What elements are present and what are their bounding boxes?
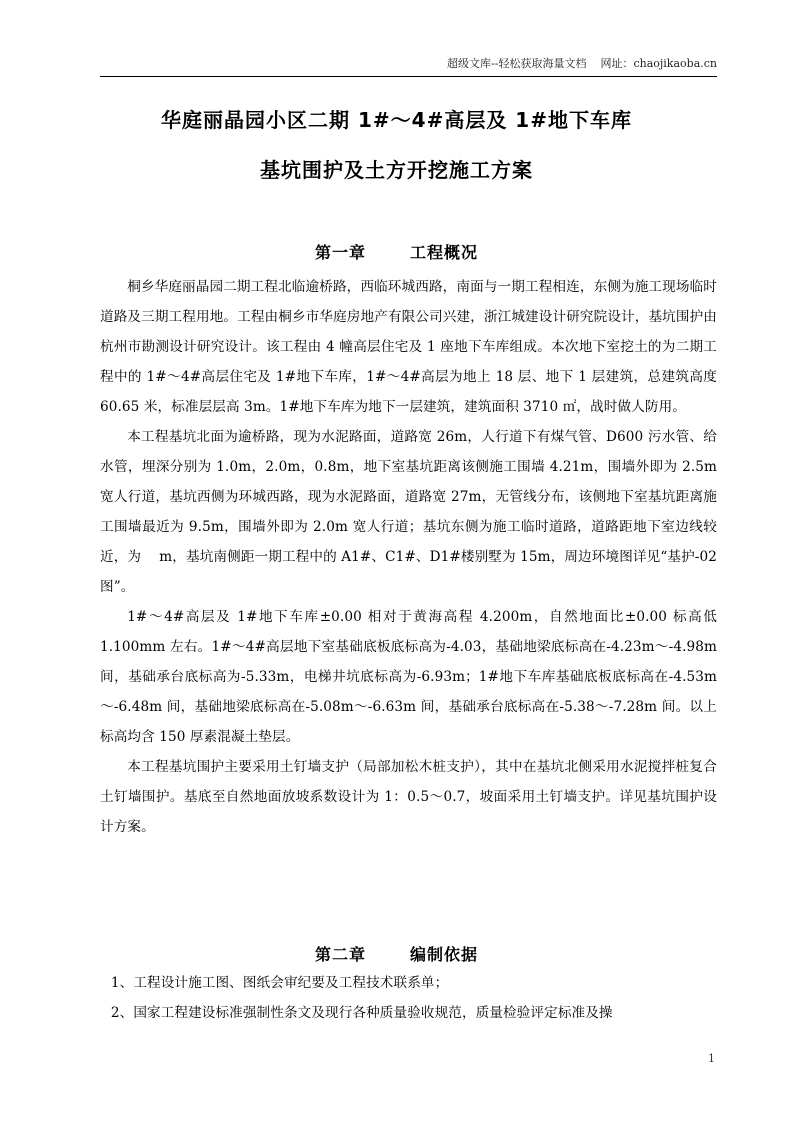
header-url: 网址：chaojikaoba.cn	[600, 57, 717, 70]
document-title-line-2: 基坑围护及土方开挖施工方案	[260, 158, 533, 182]
chapter-heading-1	[80, 240, 713, 263]
page-number: 1	[708, 1052, 715, 1065]
paragraph: 1#～4#高层及 1#地下车库±0.00 相对于黄海高程 4.200m，自然地面比±0.00 标高低 1.100mm 左右。1#～4#高层地下室基础底板底标高为-4.03，基础地梁底标高在-4.23m～-4.98m 间，基础承台底标高为-5.33m，电梯井坑底标高为-6.93m；1#地下车库基础底板底标高在-4.53m～-6.48m 间，基础地梁底标高在-5.08m～-6.63m 间，基础承台底标高在-5.38～-7.28m 间。以上标高均含 150 厚素混凝土垫层。	[100, 609, 717, 745]
chapter-2-body	[100, 968, 717, 1028]
chapter-title: 工程概况	[410, 243, 479, 262]
page-header	[100, 56, 717, 77]
header-site-name: 超级文库--轻松获取海量文档	[447, 57, 587, 70]
paragraph: 桐乡华庭丽晶园二期工程北临逾桥路，西临环城西路，南面与一期工程相连，东侧为施工现场临时道路及三期工程用地。工程由桐乡市华庭房地产有限公司兴建，浙江城建设计研究院设计，基坑围护由杭州市勘测设计研究设计。该工程由 4 幢高层住宅及 1 座地下车库组成。本次地下室挖土的为二期工程中的 1#～4#高层住宅及 1#地下车库，1#～4#高层为地上 18 层、地下 1 层建筑，总建筑高度 60.65 米，标准层层高 3m。1#地下车库为地下一层建筑，建筑面积 3710 ㎡，战时做人防用。	[100, 279, 717, 415]
chapter-number: 第二章	[314, 945, 366, 964]
paragraph: 本工程基坑围护主要采用土钉墙支护（局部加松木桩支护），其中在基坑北侧采用水泥搅拌桩复合土钉墙围护。基底至自然地面放坡系数设计为 1：0.5～0.7，坡面采用土钉墙支护。详见基坑围护设计方案。	[100, 759, 717, 835]
paragraph: 本工程基坑北面为逾桥路，现为水泥路面，道路宽 26m，人行道下有煤气管、D600 污水管、给水管，埋深分别为 1.0m，2.0m，0.8m，地下室基坑距离该侧施工围墙 4.21m，围墙外即为 2.5m 宽人行道，基坑西侧为环城西路，现为水泥路面，道路宽 27m，无管线分布，该侧地下室基坑距离施工围墙最近为 9.5m，围墙外即为 2.0m 宽人行道；基坑东侧为施工临时道路，道路距地下室边线较近，为 m，基坑南侧距一期工程中的 A1#、C1#、D1#楼别墅为 15m，周边环境图详见“基护-02 图”。	[100, 429, 717, 595]
chapter-1-body	[100, 272, 717, 842]
list-item: 1、工程设计施工图、图纸会审纪要及工程技术联系单；	[110, 975, 449, 991]
document-title-line-1: 华庭丽晶园小区二期 1#～4#高层及 1#地下车库	[161, 108, 632, 132]
chapter-title: 编制依据	[410, 945, 479, 964]
chapter-heading-2	[80, 942, 713, 965]
chapter-number: 第一章	[314, 243, 366, 262]
list-item: 2、国家工程建设标准强制性条文及现行各种质量验收规范，质量检验评定标准及操	[110, 1005, 613, 1021]
